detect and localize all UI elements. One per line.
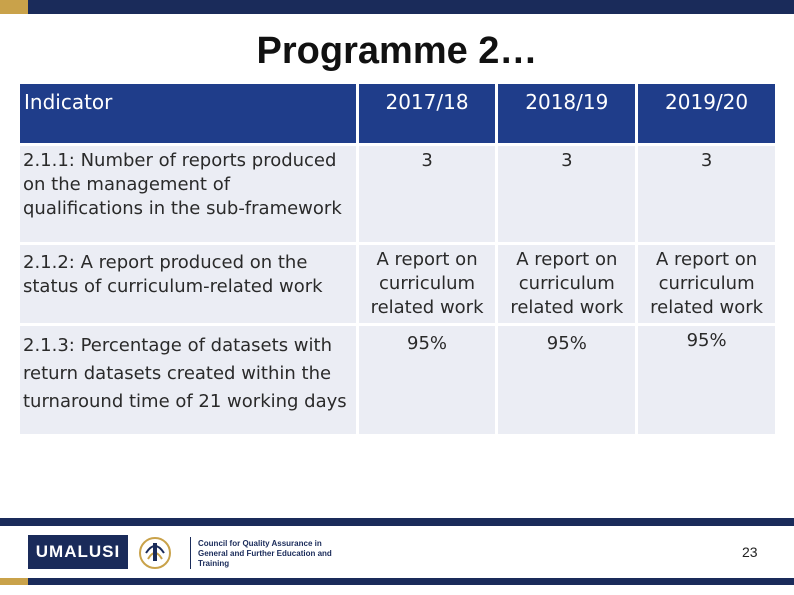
header-indicator: Indicator <box>20 84 356 143</box>
value-cell: A report on curriculum related work <box>359 245 496 323</box>
slide-title: Programme 2… <box>256 30 538 72</box>
umalusi-logo <box>28 533 332 573</box>
indicator-cell: 2.1.2: A report produced on the status of curriculum-related work <box>20 245 356 323</box>
header-2017-18: 2017/18 <box>359 84 496 143</box>
logo-line-1: Council for Quality Assurance in <box>198 539 322 548</box>
top-gold-accent <box>0 0 28 14</box>
top-accent-bar <box>0 0 794 14</box>
logo-divider <box>190 537 191 569</box>
footer-top-bar <box>0 518 794 526</box>
table-row <box>20 326 775 434</box>
indicator-table <box>17 81 778 437</box>
logo-text <box>198 539 338 569</box>
umalusi-emblem-icon <box>130 533 180 573</box>
value-cell: 95% <box>638 326 775 434</box>
value-cell: 3 <box>498 146 635 242</box>
table-row <box>20 245 775 323</box>
header-2018-19: 2018/19 <box>498 84 635 143</box>
page-number: 23 <box>742 544 758 560</box>
header-2019-20: 2019/20 <box>638 84 775 143</box>
value-cell: 95% <box>498 326 635 434</box>
value-cell: 3 <box>359 146 496 242</box>
value-cell: 3 <box>638 146 775 242</box>
value-cell: A report on curriculum related work <box>498 245 635 323</box>
indicator-cell: 2.1.3: Percentage of datasets with return datasets created within the turnaround time of 21 working days <box>20 326 356 434</box>
value-cell: 95% <box>359 326 496 434</box>
logo-wordmark: UMALUSI <box>28 535 128 569</box>
footer-bottom-bar <box>0 578 794 585</box>
table-row <box>20 146 775 242</box>
bottom-gold-accent <box>0 578 28 585</box>
indicator-cell: 2.1.1: Number of reports produced on the management of qualifications in the sub-framework <box>20 146 356 242</box>
table-header-row <box>20 84 775 143</box>
logo-line-2: General and Further Education and Training <box>198 549 332 568</box>
value-cell: A report on curriculum related work <box>638 245 775 323</box>
